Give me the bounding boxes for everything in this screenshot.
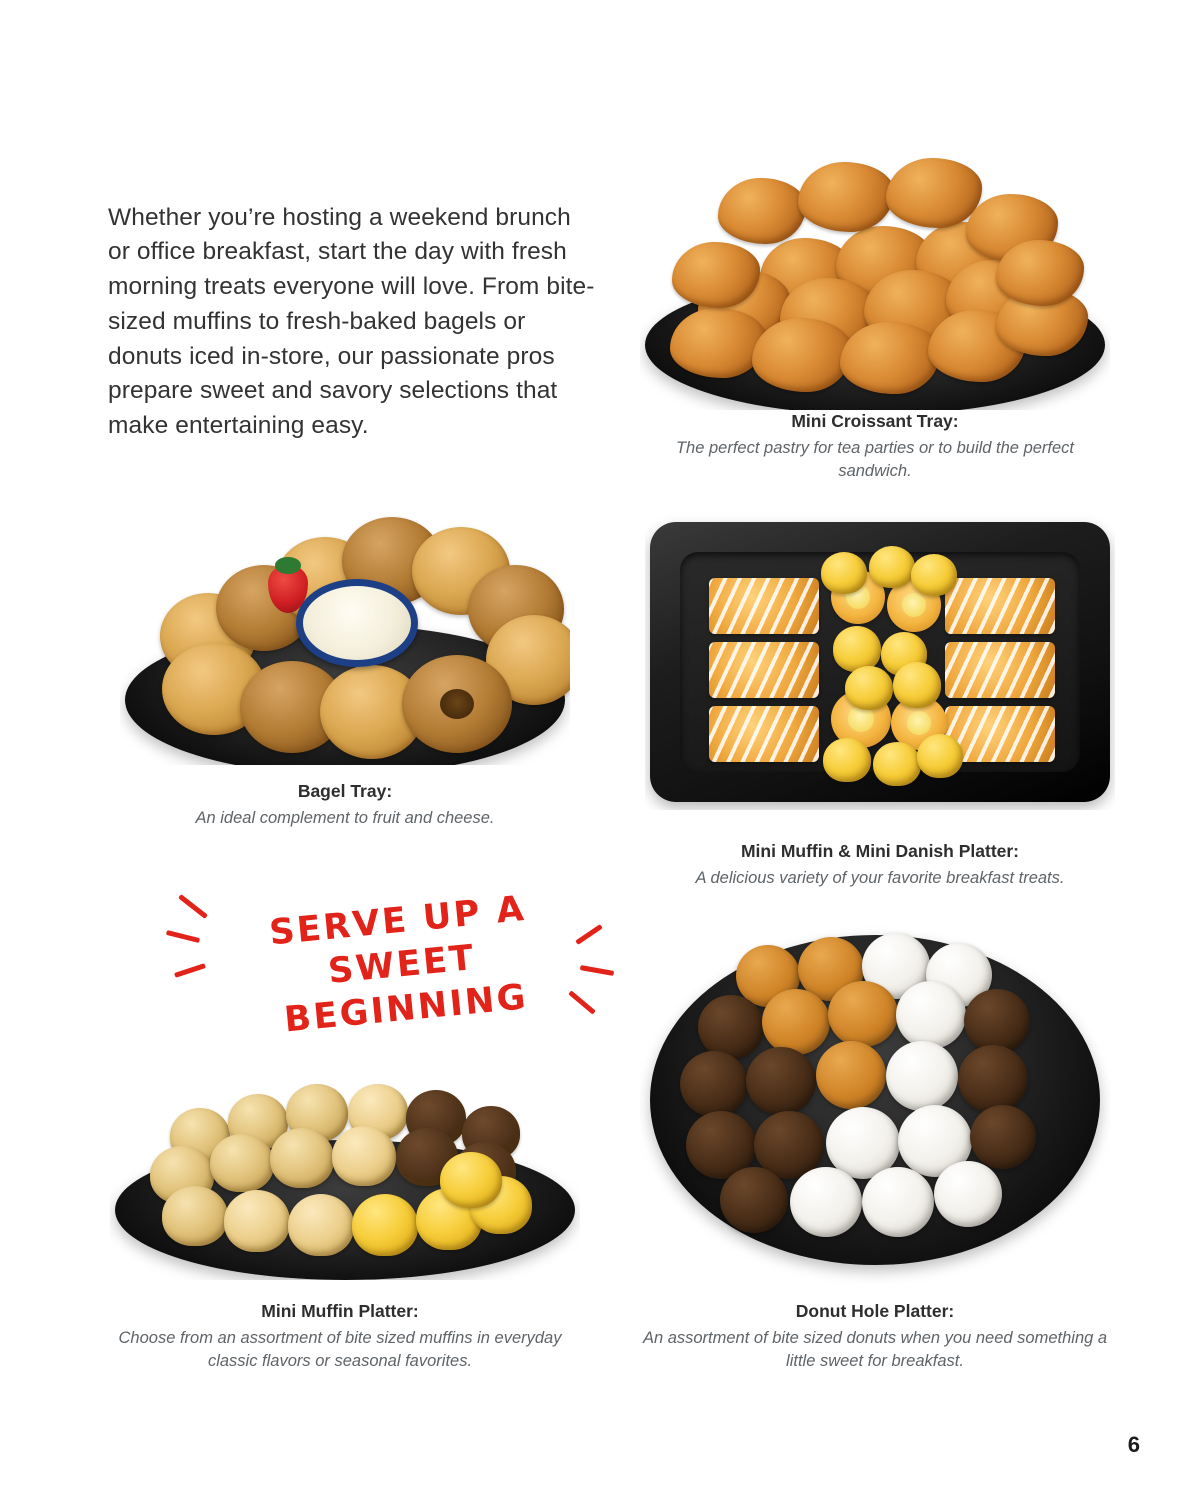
mini-muffin: [288, 1194, 354, 1256]
croissant: [886, 158, 982, 228]
donut-hole: [934, 1161, 1002, 1227]
mini-muffin: [162, 1186, 228, 1246]
product-title: Bagel Tray:: [297, 781, 393, 801]
spark-line-icon: [174, 963, 206, 978]
product-caption-mini-muffin-mini-danish-platter: [650, 840, 1110, 890]
mini-muffin: [332, 1126, 396, 1186]
product-image-mini-muffin-mini-danish-platter: [645, 510, 1115, 810]
donut-hole: [762, 989, 830, 1055]
donut-hole: [896, 981, 966, 1049]
croissant: [672, 242, 760, 308]
donut-hole: [720, 1167, 788, 1233]
promo-callout: [160, 890, 630, 1040]
product-image-donut-hole-platter: [640, 915, 1110, 1285]
donut-hole-platter-photo: [640, 915, 1110, 1285]
cream-cheese-bowl: [296, 579, 418, 667]
donut-hole: [790, 1167, 862, 1237]
mini-muffin: [224, 1190, 290, 1252]
danish: [945, 578, 1055, 634]
product-image-bagel-tray: [120, 465, 570, 765]
mini-muffin: [893, 662, 941, 708]
mini-muffin: [917, 734, 963, 778]
page-number: 6: [1127, 1432, 1140, 1457]
donut-hole: [862, 1167, 934, 1237]
mini-croissant-tray-photo: [640, 110, 1110, 410]
croissant: [840, 322, 940, 394]
product-description: A delicious variety of your favorite breakfast treats.: [695, 868, 1065, 887]
mini-muffin: [823, 738, 871, 782]
spark-line-icon: [166, 930, 200, 943]
bagel-hole: [440, 689, 474, 719]
donut-hole: [958, 1045, 1028, 1113]
mini-muffin: [821, 552, 867, 594]
danish: [709, 642, 819, 698]
donut-hole: [680, 1051, 748, 1117]
donut-hole: [970, 1105, 1036, 1169]
donut-hole: [964, 989, 1030, 1053]
mini-muffin: [440, 1152, 502, 1208]
croissant: [798, 162, 894, 232]
croissant: [670, 308, 766, 378]
product-title: Mini Muffin & Mini Danish Platter:: [740, 841, 1020, 861]
product-title: Donut Hole Platter:: [795, 1301, 955, 1321]
mini-muffin: [845, 666, 893, 710]
product-image-mini-muffin-platter: [110, 1050, 580, 1280]
intro-paragraph: Whether you’re hosting a weekend brunch or office breakfast, start the day with fresh morning treats everyone will love. From bite-sized muffins to fresh-baked bagels or donuts iced in-store, our passionate pros prepare sweet and savory selections that make entertaining easy.: [108, 203, 595, 440]
product-caption-mini-muffin-platter: [110, 1300, 570, 1372]
mini-muffin: [869, 546, 915, 588]
mini-muffin: [911, 554, 957, 596]
product-description: An ideal complement to fruit and cheese.: [195, 808, 495, 827]
product-title: Mini Croissant Tray:: [791, 411, 959, 431]
product-image-mini-croissant-tray: [640, 110, 1110, 410]
product-description: An assortment of bite sized donuts when you need something a little sweet for breakfast.: [642, 1328, 1108, 1370]
mini-muffin: [210, 1134, 274, 1192]
mini-muffin: [873, 742, 921, 786]
mini-muffin: [352, 1194, 418, 1256]
donut-hole: [816, 1041, 886, 1109]
croissant: [718, 178, 806, 244]
bagel-tray-photo: [120, 465, 570, 765]
croissant: [752, 318, 852, 392]
promo-callout-text: SERVE UP A SWEET BEGINNING: [267, 888, 530, 1040]
product-description: The perfect pastry for tea parties or to build the perfect sandwich.: [675, 438, 1075, 480]
mini-muffin: [833, 626, 881, 672]
product-caption-donut-hole-platter: [640, 1300, 1110, 1372]
mini-muffin-mini-danish-photo: [645, 510, 1115, 810]
product-caption-bagel-tray: [120, 780, 570, 830]
croissant: [996, 240, 1084, 306]
product-caption-mini-croissant-tray: [660, 410, 1090, 482]
danish: [709, 578, 819, 634]
mini-muffin-platter-photo: [110, 1050, 580, 1280]
donut-hole: [886, 1041, 958, 1111]
donut-hole: [746, 1047, 816, 1115]
spark-line-icon: [178, 894, 208, 919]
donut-hole: [698, 995, 764, 1059]
danish: [709, 706, 819, 762]
product-title: Mini Muffin Platter:: [261, 1301, 419, 1321]
donut-hole: [828, 981, 898, 1047]
danish: [945, 642, 1055, 698]
product-description: Choose from an assortment of bite sized muffins in everyday classic flavors or seasonal favorites.: [118, 1328, 562, 1370]
mini-muffin: [270, 1128, 334, 1188]
